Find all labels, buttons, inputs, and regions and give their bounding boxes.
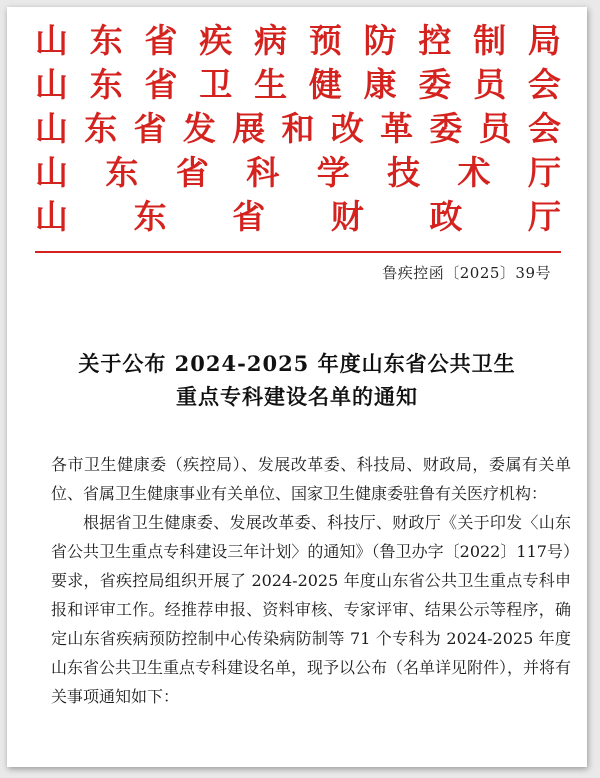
issuer-char: 厅: [527, 197, 561, 236]
issuer-char: 控: [418, 21, 452, 60]
document-page: [7, 7, 587, 767]
issuer-char: 东: [89, 21, 123, 60]
title-line: 重点专科建设名单的通知: [176, 384, 418, 409]
issuer-char: 展: [232, 109, 266, 148]
issuer-char: 委: [418, 65, 452, 104]
issuer-char: 委: [429, 109, 463, 148]
issuer-char: 省: [232, 197, 266, 236]
issuer-char: 革: [380, 109, 414, 148]
issuer-char: 局: [527, 21, 561, 60]
issuer-line: [35, 19, 561, 63]
issuer-line: [35, 107, 561, 151]
body-paragraph: 根据省卫生健康委、发展改革委、科技厅、财政厅《关于印发〈山东省公共卫生重点专科建设三年计划〉的通知》（鲁卫办字〔2022〕117号）要求，省疾控局组织开展了 2024-2025 年度山东省公共卫生重点专科申报和评审工作。经推荐申报、资料审核、专家评审、结果公示等程序，确定山东省疾病预防控制中心传染病防制等 71 个专科为 2024-2025 年度山东省公共卫生重点专科建设名单，现予以公布（名单详见附件），并将有关事项通知如下：: [51, 513, 572, 706]
issuer-char: 科: [246, 153, 280, 192]
issuer-char: 省: [144, 65, 178, 104]
issuer-line: [35, 195, 561, 239]
issuer-char: 健: [308, 65, 342, 104]
issuer-line: [35, 151, 561, 195]
issuer-char: 山: [35, 21, 68, 60]
issuer-char: 省: [175, 153, 209, 192]
title-line: 关于公布 2024-2025 年度山东省公共卫生: [78, 351, 516, 376]
issuer-char: 生: [254, 65, 288, 104]
issuer-char: 东: [133, 197, 167, 236]
issuer-line: [35, 63, 561, 107]
issuer-char: 病: [254, 21, 288, 60]
issuer-char: 员: [473, 65, 507, 104]
issuer-char: 和: [281, 109, 315, 148]
issuer-char: 疾: [199, 21, 233, 60]
issuer-char: 技: [387, 153, 421, 192]
issuer-char: 东: [105, 153, 139, 192]
issuer-char: 山: [35, 109, 68, 148]
issuer-char: 山: [35, 197, 68, 236]
issuer-char: 康: [363, 65, 397, 104]
issuer-char: 卫: [199, 65, 233, 104]
issuer-char: 防: [363, 21, 397, 60]
issuer-char: 山: [35, 153, 68, 192]
document-title: [7, 347, 587, 413]
document-number: 鲁疾控函〔2025〕39号: [382, 264, 551, 282]
issuer-char: 财: [330, 197, 364, 236]
issuer-char: 东: [84, 109, 118, 148]
issuer-char: 改: [330, 109, 364, 148]
issuer-char: 发: [182, 109, 216, 148]
issuer-char: 术: [457, 153, 491, 192]
issuer-char: 学: [316, 153, 350, 192]
issuer-header: [35, 19, 561, 239]
document-body: [51, 450, 571, 711]
salutation: 各市卫生健康委（疾控局）、发展改革委、科技局、财政局，委属有关单位、省属卫生健康事业有关单位、国家卫生健康委驻鲁有关医疗机构：: [51, 455, 571, 503]
issuer-char: 预: [308, 21, 342, 60]
issuer-char: 会: [527, 109, 561, 148]
issuer-char: 省: [133, 109, 167, 148]
red-divider: [35, 251, 561, 253]
issuer-char: 制: [473, 21, 507, 60]
issuer-char: 省: [144, 21, 178, 60]
issuer-char: 员: [478, 109, 512, 148]
issuer-char: 东: [89, 65, 123, 104]
issuer-char: 山: [35, 65, 68, 104]
issuer-char: 厅: [527, 153, 561, 192]
issuer-char: 政: [429, 197, 463, 236]
issuer-char: 会: [527, 65, 561, 104]
